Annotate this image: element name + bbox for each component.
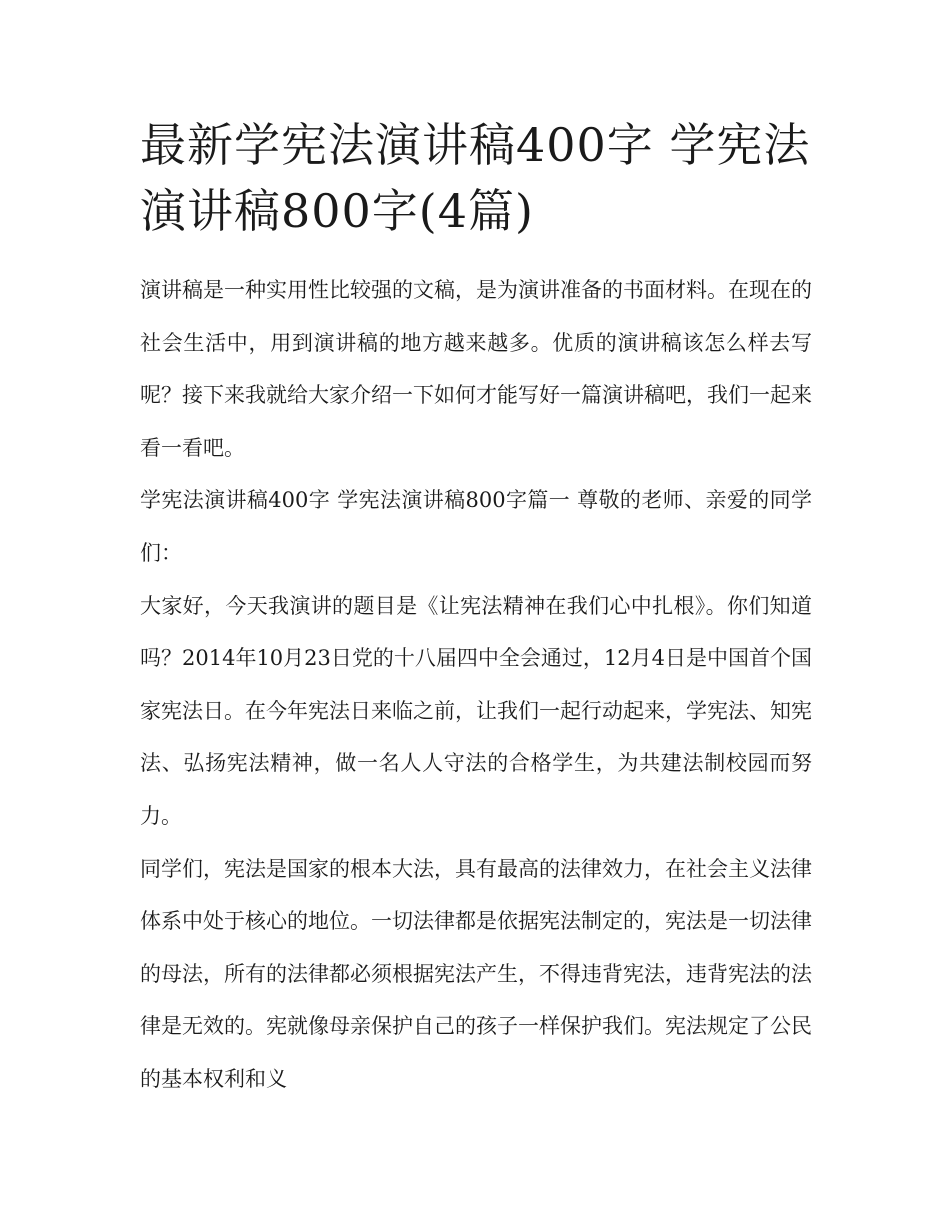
document-title: 最新学宪法演讲稿400字 学宪法演讲稿800字(4篇) <box>140 118 811 238</box>
section-heading-paragraph: 学宪法演讲稿400字 学宪法演讲稿800字篇一 尊敬的老师、亲爱的同学们： <box>140 488 812 565</box>
body-paragraph: 大家好，今天我演讲的题目是《让宪法精神在我们心中扎根》。你们知道吗？2014年10月23日党的十八届四中全会通过，12月4日是中国首个国家宪法日。在今年宪法日来临之前，让我们一起行动起来，学宪法、知宪法、弘扬宪法精神，做一名人人守法的合格学生，为共建法制校园而努力。 <box>140 593 812 828</box>
body-paragraph: 同学们，宪法是国家的根本大法，具有最高的法律效力，在社会主义法律体系中处于核心的地位。一切法律都是依据宪法制定的，宪法是一切法律的母法，所有的法律都必须根据宪法产生，不得违背宪法，违背宪法的法律是无效的。宪就像母亲保护自己的孩子一样保护我们。宪法规定了公民的基本权利和义 <box>140 856 812 1091</box>
document-body <box>140 112 812 1106</box>
intro-paragraph: 演讲稿是一种实用性比较强的文稿，是为演讲准备的书面材料。在现在的社会生活中，用到演讲稿的地方越来越多。优质的演讲稿该怎么样去写呢？接下来我就给大家介绍一下如何才能写好一篇演讲稿吧，我们一起来看一看吧。 <box>140 278 812 460</box>
